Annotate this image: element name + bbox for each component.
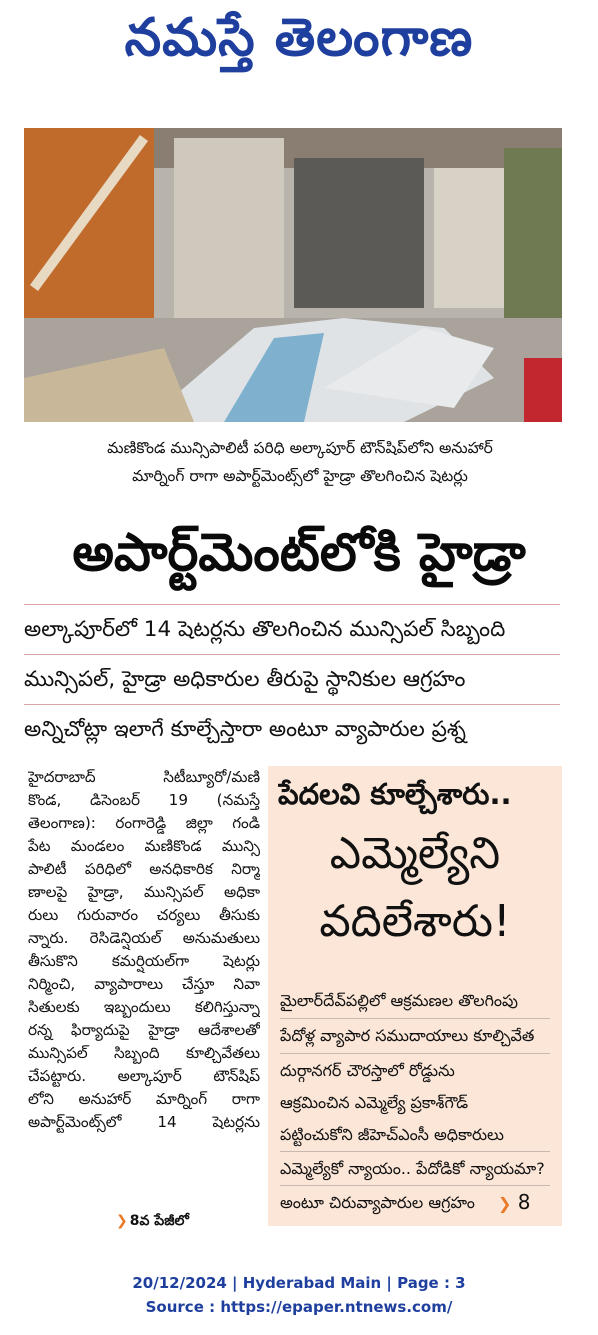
sidebar-item: పేదోళ్ల వ్యాపార సముదాయాలు కూల్చివేత xyxy=(280,1026,535,1045)
divider xyxy=(24,604,560,605)
article-body xyxy=(28,766,260,1134)
footer-source-link[interactable]: Source : https://epaper.ntnews.com/ xyxy=(145,1298,453,1316)
sidebar-item: పట్టించుకోని జీహెచ్‌ఎంసీ అధికారులు xyxy=(280,1125,504,1144)
masthead-title: నమస్తే తెలంగాణ xyxy=(124,7,474,68)
body-line: పాలిటీ పరిధిలో అనధికారిక నిర్మా xyxy=(28,860,260,878)
sidebar-item: ఆక్రమించిన ఎమ్మెల్యే ప్రకాశ్‌గౌడ్ xyxy=(280,1093,469,1112)
sidebar-page-reference[interactable] xyxy=(498,1190,531,1214)
photo-caption xyxy=(40,434,560,490)
continued-on-page[interactable] xyxy=(116,1213,189,1232)
continued-label: 8వ పేజీలో xyxy=(129,1213,189,1229)
body-line: రన్న ఫిర్యాదుపై హైడ్రా ఆదేశాలతో xyxy=(28,1021,260,1039)
subhead-1: అల్కాపూర్‌లో 14 షెటర్లను తొలగించిన మున్సిపల్ సిబ్బంది xyxy=(24,617,506,642)
caption-line-2: మార్నింగ్ రాగా అపార్ట్‌మెంట్స్‌లో హైడ్రా తొలగించిన షెటర్లు xyxy=(132,467,468,485)
sidebar-item: మైలార్‌దేవ్‌పల్లిలో ఆక్రమణల తొలగింపు xyxy=(280,991,518,1010)
body-line: న్నారు. రెసిడెన్షియల్ అనుమతులు xyxy=(28,929,260,947)
body-line: హైదరాబాద్ సిటీబ్యూరో/మణి xyxy=(28,768,260,786)
sidebar-headline-line-1: ఎమ్మెల్యేని xyxy=(329,828,501,879)
body-line: మున్సిపల్ సిబ్బంది కూల్చివేతలు xyxy=(28,1044,260,1062)
body-line: అపార్ట్‌మెంట్స్‌లో 14 షెటర్లను xyxy=(28,1113,260,1131)
body-line: సితులకు ఇబ్బందులు కలిగిస్తున్నా xyxy=(28,998,260,1016)
body-line: నిర్మించి, వ్యాపారాలు చేస్తూ నివా xyxy=(28,975,260,993)
caption-line-1: మణికొండ మున్సిపాలిటీ పరిధి అల్కాపూర్ టౌన్‌షిప్‌లోని అనుహార్ xyxy=(107,439,493,457)
subhead-2: మున్సిపల్, హైడ్రా అధికారుల తీరుపై స్థానికుల ఆగ్రహం xyxy=(24,667,466,692)
body-line: కొండ, డిసెంబర్ 19 (నమస్తే xyxy=(28,791,260,809)
damaged-shutters-photo-icon xyxy=(24,128,562,422)
sidebar-item: అంటూ చిరువ్యాపారుల ఆగ్రహం xyxy=(280,1193,475,1212)
body-line: పేట మండలం మణికొండ మున్సి xyxy=(28,837,260,855)
sidebar-kicker: పేదలవి కూల్చేశారు.. xyxy=(278,777,512,811)
body-line: చేపట్టారు. అల్కాపూర్ టౌన్‌షిప్ xyxy=(28,1067,260,1085)
article-headline: అపార్ట్‌మెంట్‌లోకి హైడ్రా xyxy=(72,523,526,583)
chevron-right-icon: ❯ xyxy=(498,1194,512,1213)
sidebar-item: దుర్గానగర్ చౌరస్తాలో రోడ్డును xyxy=(280,1061,455,1080)
chevron-right-icon: ❯ xyxy=(116,1213,128,1229)
body-line: లోని అనుహార్ మార్నింగ్ రాగా xyxy=(28,1090,260,1108)
divider xyxy=(24,654,560,655)
sidebar-headline-line-2: వదిలేశారు! xyxy=(319,896,511,947)
sidebar-headline xyxy=(268,820,562,956)
body-line: ణాలపై హైడ్రా, మున్సిపల్ అధికా xyxy=(28,883,260,901)
body-line: రులు గురువారం చర్యలు తీసుకు xyxy=(28,906,260,924)
news-photo xyxy=(24,128,562,422)
subhead-3: అన్నిచోట్లా ఇలాగే కూల్చేస్తారా అంటూ వ్యాపారుల ప్రశ్న xyxy=(24,717,466,742)
sidebar-item: ఎమ్మెల్యేకో న్యాయం.. పేదోడికో న్యాయమా? xyxy=(280,1159,545,1178)
body-line: తీసుకొని కమర్షియల్‌గా షెటర్లు xyxy=(28,952,260,970)
footer-date-line: 20/12/2024 | Hyderabad Main | Page : 3 xyxy=(132,1274,466,1292)
body-line: తెలంగాణ): రంగారెడ్డి జిల్లా గండి xyxy=(28,814,260,832)
sidebar-page-number: 8 xyxy=(517,1190,531,1214)
divider xyxy=(24,704,560,705)
